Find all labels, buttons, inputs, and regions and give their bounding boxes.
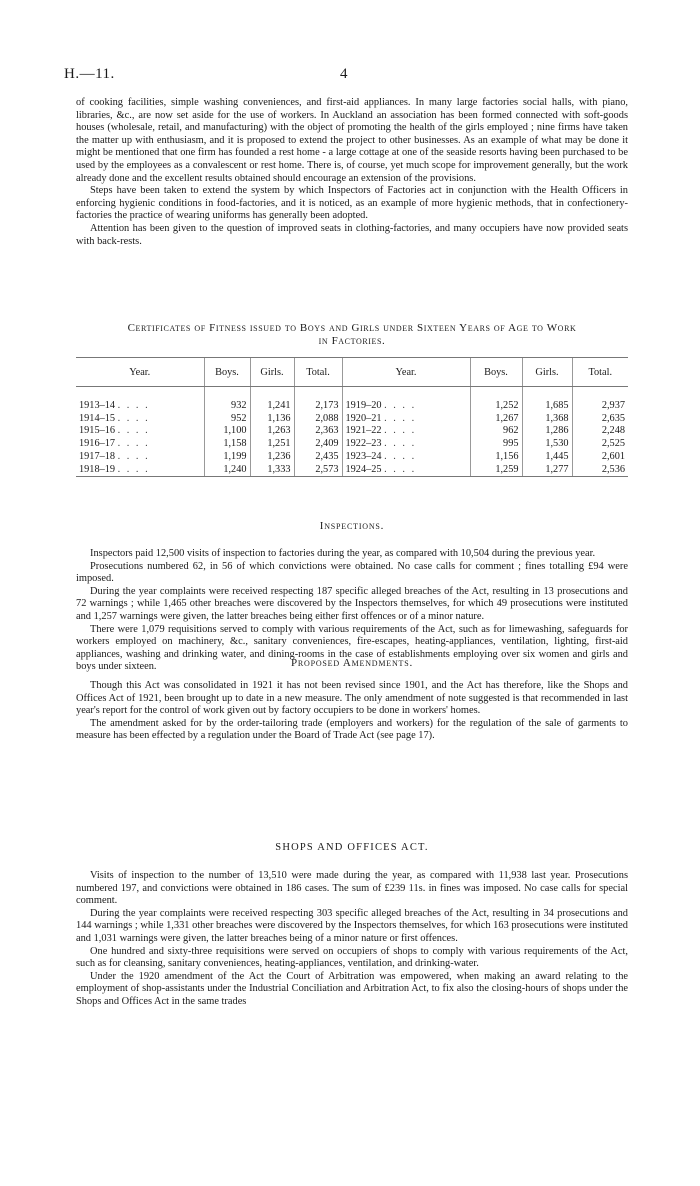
table-row bbox=[76, 412, 628, 425]
column-header: Year. bbox=[342, 358, 470, 387]
year-cell: 1914–15 bbox=[79, 412, 116, 424]
boys-cell: 995 bbox=[470, 437, 522, 450]
girls-cell: 1,136 bbox=[250, 412, 294, 425]
year-cell: 1915–16 bbox=[79, 425, 116, 437]
inspections-paragraph: There were 1,079 requisitions served to comply with various requirements of the Act, such as for limewashing, safeguards for workers employed on machinery, &c., sanitary conveniences, fire-escapes, heating-appliances, ventilation, lighting, first-aid appliances, washing and drinking water, and dining-rooms in the case of establishments employing over six women and girls and boys under sixteen. bbox=[76, 623, 628, 673]
column-header: Total. bbox=[294, 358, 342, 387]
dot-leader: . . . . bbox=[384, 463, 417, 475]
dot-leader: . . . . bbox=[117, 425, 150, 437]
shops-paragraph: Under the 1920 amendment of the Act the Court of Arbitration was empowered, when making an award relating to the employment of shop-assistants under the Industrial Conciliation and Arbitration Act, to fix also the closing-hours of shops under the Shops and Offices Act in the same trades bbox=[76, 970, 628, 1007]
girls-cell: 1,333 bbox=[250, 463, 294, 476]
girls-cell: 1,368 bbox=[522, 412, 572, 425]
boys-cell: 1,267 bbox=[470, 412, 522, 425]
total-cell: 2,363 bbox=[294, 425, 342, 438]
boys-cell: 952 bbox=[204, 412, 250, 425]
dot-leader: . . . . bbox=[117, 399, 150, 411]
girls-cell: 1,236 bbox=[250, 450, 294, 463]
year-cell: 1920–21 bbox=[345, 412, 382, 424]
boys-cell: 1,252 bbox=[470, 399, 522, 412]
table-row bbox=[76, 399, 628, 412]
dot-leader: . . . . bbox=[117, 451, 150, 463]
shops-paragraph: Visits of inspection to the number of 13,510 were made during the year, as compared with 11,938 last year. Prosecutions numbered 197, and convictions were obtained in 186 cases. The sum of £239 11s. in fines was imposed. No case calls for special comment. bbox=[76, 870, 628, 907]
intro-paragraph: Attention has been given to the question of improved seats in clothing-factories, and many occupiers have now provided seats with back-rests. bbox=[76, 222, 628, 247]
total-cell: 2,937 bbox=[572, 399, 628, 412]
girls-cell: 1,286 bbox=[522, 425, 572, 438]
year-cell: 1919–20 bbox=[345, 399, 382, 411]
amendments-paragraph: The amendment asked for by the order-tailoring trade (employers and workers) for the regulation of the sale of garments to measure has been effected by a regulation under the Board of Trade Act (see page 17). bbox=[76, 717, 628, 742]
dot-leader: . . . . bbox=[384, 412, 417, 424]
table-row bbox=[76, 450, 628, 463]
year-cell: 1924–25 bbox=[345, 463, 382, 475]
total-cell: 2,173 bbox=[294, 399, 342, 412]
girls-cell: 1,277 bbox=[522, 463, 572, 476]
table-row bbox=[76, 463, 628, 476]
amendments-section bbox=[76, 680, 628, 743]
table-header-row bbox=[76, 358, 628, 387]
boys-cell: 962 bbox=[470, 425, 522, 438]
dot-leader: . . . . bbox=[117, 412, 150, 424]
boys-cell: 1,100 bbox=[204, 425, 250, 438]
boys-cell: 1,240 bbox=[204, 463, 250, 476]
column-header: Girls. bbox=[250, 358, 294, 387]
year-cell: 1922–23 bbox=[345, 438, 382, 450]
table-caption-line: in Factories. bbox=[318, 335, 386, 347]
total-cell: 2,248 bbox=[572, 425, 628, 438]
inspections-section bbox=[76, 548, 628, 674]
girls-cell: 1,685 bbox=[522, 399, 572, 412]
dot-leader: . . . . bbox=[384, 425, 417, 437]
table-row bbox=[76, 425, 628, 438]
year-cell: 1916–17 bbox=[79, 438, 116, 450]
total-cell: 2,525 bbox=[572, 437, 628, 450]
table-row bbox=[76, 437, 628, 450]
year-cell: 1913–14 bbox=[79, 399, 116, 411]
column-header: Total. bbox=[572, 358, 628, 387]
dot-leader: . . . . bbox=[384, 438, 417, 450]
boys-cell: 1,199 bbox=[204, 450, 250, 463]
total-cell: 2,635 bbox=[572, 412, 628, 425]
report-code: H.—11. bbox=[64, 66, 115, 82]
amendments-paragraph: Though this Act was consolidated in 1921 it has not been revised since 1901, and the Act has therefore, like the Shops and Offices Act of 1921, been brought up to date in a new measure. The only amendment of note suggested is that recommended in last year's report for the control of work given out by factory occupiers to be done in workers' homes. bbox=[76, 680, 628, 717]
girls-cell: 1,445 bbox=[522, 450, 572, 463]
column-header: Boys. bbox=[204, 358, 250, 387]
girls-cell: 1,263 bbox=[250, 425, 294, 438]
table-spacer-row bbox=[76, 387, 628, 400]
year-cell: 1923–24 bbox=[345, 451, 382, 463]
dot-leader: . . . . bbox=[384, 451, 417, 463]
section-heading-amendments: Proposed Amendments. bbox=[290, 657, 414, 669]
year-cell: 1918–19 bbox=[79, 463, 116, 475]
total-cell: 2,601 bbox=[572, 450, 628, 463]
intro-paragraph: of cooking facilities, simple washing conveniences, and first-aid appliances. In many large factories social halls, with piano, libraries, &c., are now set aside for the use of workers. In Auckland an association has been formed connected with soft-goods houses (wholesale, retail, and manufacturing) with the object of promoting the health of the girls employed ; nine firms have taken the matter up with enthusiasm, and it is proposed to extend the project to other businesses. As an example of what may be done it might be mentioned that one firm has founded a rest home - a large cottage at one of the seaside resorts having been purchased to be used by the employees as a convalescent or rest home. There is, of course, yet much scope for improvement generally, but the work already done and the excellent results obtained should encourage an extension of the provisions. bbox=[76, 97, 628, 184]
column-header: Year. bbox=[76, 358, 204, 387]
column-header: Boys. bbox=[470, 358, 522, 387]
dot-leader: . . . . bbox=[117, 438, 150, 450]
shops-paragraph: One hundred and sixty-three requisitions were served on occupiers of shops to comply with various requirements of the Act, such as for cleansing, sanitary conveniences, heating-appliances, ventilation, and drinking-water. bbox=[76, 945, 628, 970]
boys-cell: 1,259 bbox=[470, 463, 522, 476]
total-cell: 2,435 bbox=[294, 450, 342, 463]
girls-cell: 1,251 bbox=[250, 437, 294, 450]
dot-leader: . . . . bbox=[117, 463, 150, 475]
inspections-paragraph: Prosecutions numbered 62, in 56 of which convictions were obtained. No case calls for comment ; fines totalling £94 were imposed. bbox=[76, 560, 628, 585]
section-heading-shops-act: SHOPS AND OFFICES ACT. bbox=[275, 842, 429, 853]
total-cell: 2,573 bbox=[294, 463, 342, 476]
intro-section bbox=[76, 97, 628, 248]
section-heading-inspections: Inspections. bbox=[319, 520, 385, 532]
total-cell: 2,088 bbox=[294, 412, 342, 425]
girls-cell: 1,241 bbox=[250, 399, 294, 412]
boys-cell: 1,156 bbox=[470, 450, 522, 463]
shops-paragraph: During the year complaints were received respecting 303 specific alleged breaches of the Act, resulting in 34 prosecutions and 144 warnings ; while 1,331 other breaches were discovered by the Inspectors themselves, for which 163 prosecutions were instituted and 1,031 warnings were given, the latter breaches being of a minor nature or first offences. bbox=[76, 907, 628, 944]
inspections-paragraph: Inspectors paid 12,500 visits of inspection to factories during the year, as compared with 10,504 during the previous year. bbox=[90, 548, 596, 559]
year-cell: 1917–18 bbox=[79, 451, 116, 463]
total-cell: 2,536 bbox=[572, 463, 628, 476]
boys-cell: 932 bbox=[204, 399, 250, 412]
table-caption bbox=[76, 322, 628, 348]
inspections-paragraph: During the year complaints were received respecting 187 specific alleged breaches of the Act, resulting in 13 prosecutions and 72 warnings ; while 1,465 other breaches were discovered by the Inspectors themselves, for which 49 prosecutions were instituted and 1,257 warnings were given, the latter breaches being either first offences or of a minor nature. bbox=[76, 585, 628, 622]
shops-section bbox=[76, 870, 628, 1009]
certificates-table bbox=[76, 357, 628, 477]
girls-cell: 1,530 bbox=[522, 437, 572, 450]
column-header: Girls. bbox=[522, 358, 572, 387]
dot-leader: . . . . bbox=[384, 399, 417, 411]
page-number: 4 bbox=[340, 66, 348, 82]
boys-cell: 1,158 bbox=[204, 437, 250, 450]
year-cell: 1921–22 bbox=[345, 425, 382, 437]
table-caption-line: Certificates of Fitness issued to Boys and Girls under Sixteen Years of Age to Work bbox=[127, 322, 577, 334]
intro-paragraph: Steps have been taken to extend the system by which Inspectors of Factories act in conjunction with the Health Officers in enforcing hygienic conditions in food-factories, and it is noticed, as an example of more hygienic methods, that in confectionery-factories the practice of wearing uniforms has generally been adopted. bbox=[76, 185, 628, 222]
total-cell: 2,409 bbox=[294, 437, 342, 450]
